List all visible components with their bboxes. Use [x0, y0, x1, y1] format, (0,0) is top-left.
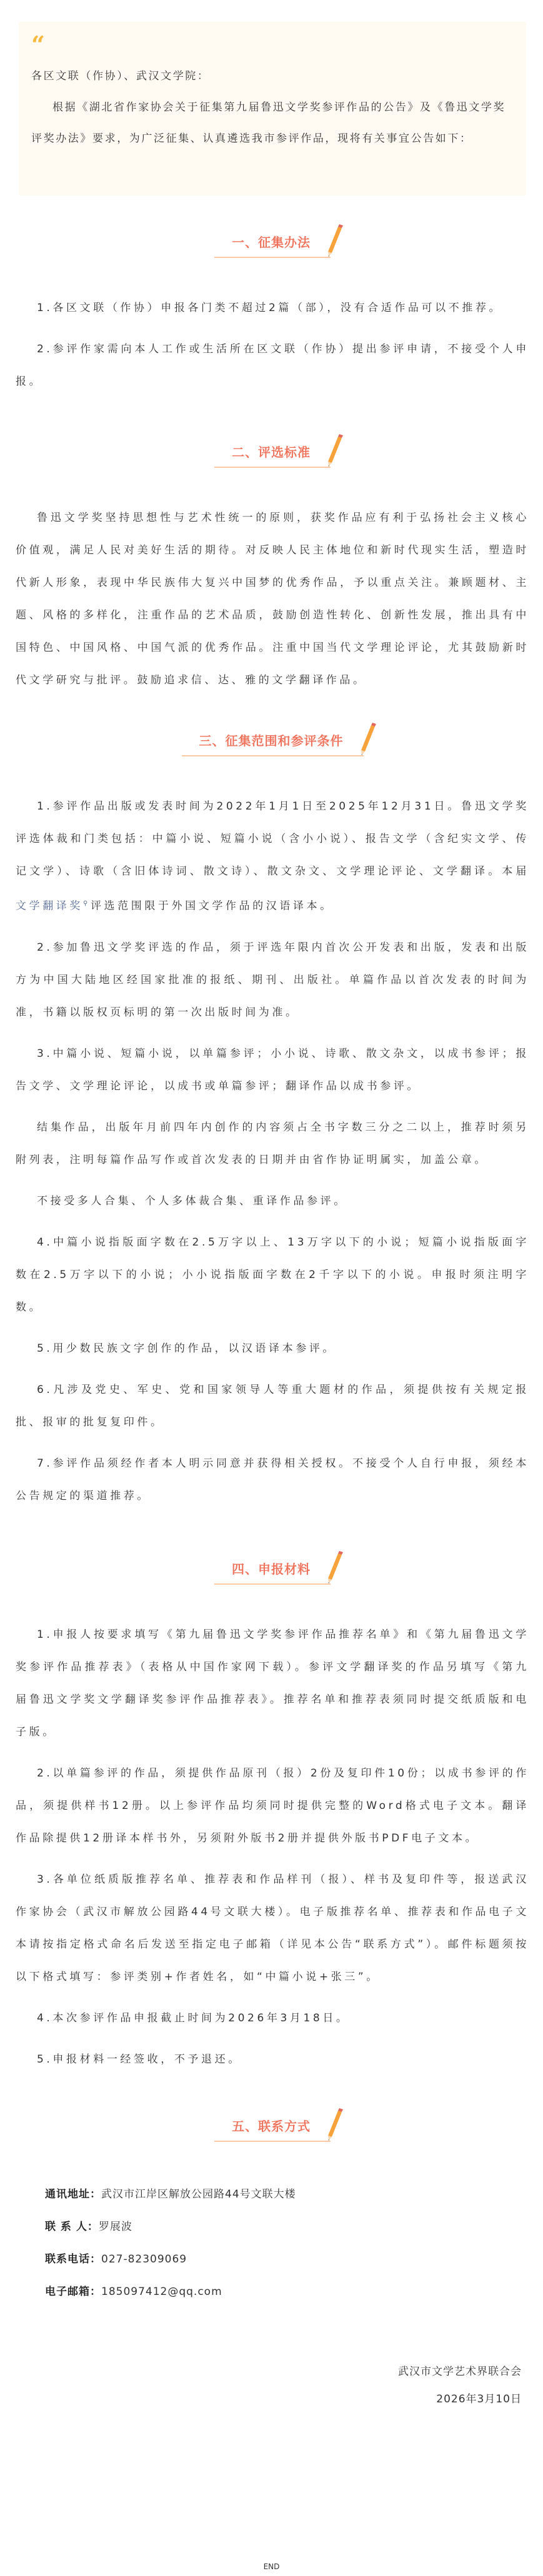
- paragraph: 1.各区文联（作协）申报各门类不超过2篇（部），没有合适作品可以不推荐。: [37, 302, 503, 314]
- contact-address: [16, 2178, 529, 2211]
- section-title: 四、申报材料: [232, 1561, 311, 1577]
- pencil-icon: [326, 434, 344, 468]
- pencil-icon: [359, 723, 377, 756]
- paragraph: 鲁迅文学奖坚持思想性与艺术性统一的原则，获奖作品应有利于弘扬社会主义核心价值观，满足人民对美好生活的期待。对反映人民主体地位和新时代现实生活，塑造时代新人形象，表现中华民族伟大复兴中国梦的优秀作品，予以重点关注。兼顾题材、主题、风格的多样化，注重作品的艺术品质，鼓励创造性转化、创新性发展，推出具有中国特色、中国风格、中国气派的优秀作品。注重中国当代文学理论评论，尤其鼓励新时代文学研究与批评。鼓励追求信、达、雅的文学翻译作品。: [16, 512, 529, 686]
- contact-person: [16, 2211, 529, 2243]
- value: 罗展波: [98, 2220, 132, 2233]
- search-icon[interactable]: ⚲: [83, 900, 91, 907]
- paragraph: 7.参评作品须经作者本人明示同意并获得相关授权。不接受个人自行申报，须经本公告规定的渠道推荐。: [16, 1457, 529, 1502]
- paragraph: 1.申报人按要求填写《第九届鲁迅文学奖参评作品推荐名单》和《第九届鲁迅文学奖参评作品推荐表》（表格从中国作家网下载）。参评文学翻译奖的作品另填写《第九届鲁迅文学奖文学翻译奖参评作品推荐表》。推荐名单和推荐表须同时提交纸质版和电子版。: [16, 1628, 529, 1738]
- paragraph: 不接受多人合集、个人多体裁合集、重译作品参评。: [37, 1194, 347, 1207]
- section-heading-5: [16, 2116, 529, 2153]
- value: 185097412@qq.com: [101, 2285, 222, 2298]
- salutation: 各区文联（作协）、武汉文学院：: [31, 70, 210, 82]
- paragraph: 2.参加鲁迅文学奖评选的作品，须于评选年限内首次公开发表和出版，发表和出版方为中国大陆地区经国家批准的报纸、期刊、出版社。单篇作品以首次发表的时间为准，书籍以版权页标明的第一次出版时间为准。: [16, 941, 529, 1019]
- value: 027-82309069: [101, 2252, 187, 2266]
- pencil-icon: [326, 224, 344, 258]
- section-heading-2: [16, 442, 529, 479]
- pencil-icon: [326, 2108, 344, 2142]
- contact-phone: [16, 2243, 529, 2276]
- paragraph: 3.各单位纸质版推荐名单、推荐表和作品样刊（报）、样书及复印件等，报送武汉作家协会（武汉市解放公园路44号文联大楼）。电子版推荐名单、推荐表和作品电子文本请按指定格式命名后发送至指定电子邮箱（详见本公告“联系方式”）。邮件标题须按以下格式填写：参评类别+作者姓名，如“中篇小说+张三”。: [16, 1873, 529, 1983]
- paragraph: 6.凡涉及党史、军史、党和国家领导人等重大题材的作品，须提供按有关规定报批、报审的批复复印件。: [16, 1383, 529, 1429]
- label: 通讯地址：: [45, 2187, 101, 2201]
- label: 联系电话：: [45, 2252, 101, 2266]
- section-heading-3: [16, 730, 529, 768]
- paragraph: 5.用少数民族文字创作的作品，以汉语译本参评。: [37, 1342, 337, 1355]
- quote-icon: “: [31, 31, 45, 59]
- paragraph: 2.参评作家需向本人工作或生活所在区文联（作协）提出参评申请，不接受个人申报。: [16, 343, 529, 388]
- paragraph: [16, 790, 529, 923]
- pencil-icon: [326, 1551, 344, 1585]
- section-title: 五、联系方式: [232, 2118, 311, 2134]
- contact-email: [16, 2276, 529, 2308]
- paragraph: 3.中篇小说、短篇小说，以单篇参评；小小说、诗歌、散文杂文，以成书参评；报告文学、文学理论评论，以成书或单篇参评；翻译作品以成书参评。: [16, 1047, 529, 1092]
- label: 电子邮箱：: [45, 2285, 101, 2298]
- section-title: 二、评选标准: [232, 445, 311, 460]
- value: 武汉市江岸区解放公园路44号文联大楼: [101, 2187, 296, 2201]
- translation-award-link[interactable]: 文学翻译奖: [16, 899, 83, 913]
- section-heading-1: [16, 232, 529, 269]
- intro-body: 根据《湖北省作家协会关于征集第九届鲁迅文学奖参评作品的公告》及《鲁迅文学奖评奖办法》要求，为广泛征集、认真遴选我市参评作品，现将有关事宜公告如下：: [31, 101, 506, 145]
- paragraph: 2.以单篇参评的作品，须提供作品原刊（报）2份及复印件10份；以成书参评的作品，须提供样书12册。以上参评作品均须同时提供完整的Word格式电子文本。翻译作品除提供12册译本样书外，另须附外版书2册并提供外版书PDF电子文本。: [16, 1766, 529, 1845]
- paragraph-text: 评选范围限于外国文学作品的汉语译本。: [90, 899, 334, 913]
- section-title: 一、征集办法: [232, 235, 311, 250]
- paragraph-text: 1.参评作品出版或发表时间为2022年1月1日至2025年12月31日。鲁迅文学奖评选体裁和门类包括：中篇小说、短篇小说（含小小说）、报告文学（含纪实文学、传记文学）、诗歌（含旧体诗词、散文诗）、散文杂文、文学理论评论、文学翻译。本届: [16, 800, 529, 878]
- paragraph: 4.本次参评作品申报截止时间为2026年3月18日。: [37, 2011, 350, 2024]
- paragraph: 结集作品，出版年月前四年内创作的内容须占全书字数三分之二以上，推荐时须另附列表，注明每篇作品写作或首次发表的日期并由省作协证明属实，加盖公章。: [16, 1121, 529, 1166]
- section-heading-4: [16, 1558, 529, 1596]
- end-marker: END: [263, 2562, 280, 2571]
- label: 联 系 人：: [45, 2220, 99, 2233]
- paragraph: 4.中篇小说指版面字数在2.5万字以上、13万字以下的小说；短篇小说指版面字数在2.5万字以下的小说；小小说指版面字数在2千字以下的小说。申报时须注明字数。: [16, 1236, 529, 1314]
- intro-box: [19, 22, 526, 196]
- section-title: 三、征集范围和参评条件: [199, 733, 344, 748]
- paragraph: 5.申报材料一经签收，不予退还。: [37, 2053, 242, 2066]
- signature-org: 武汉市文学艺术界联合会: [398, 2365, 522, 2378]
- signature-date: 2026年3月10日: [436, 2392, 522, 2405]
